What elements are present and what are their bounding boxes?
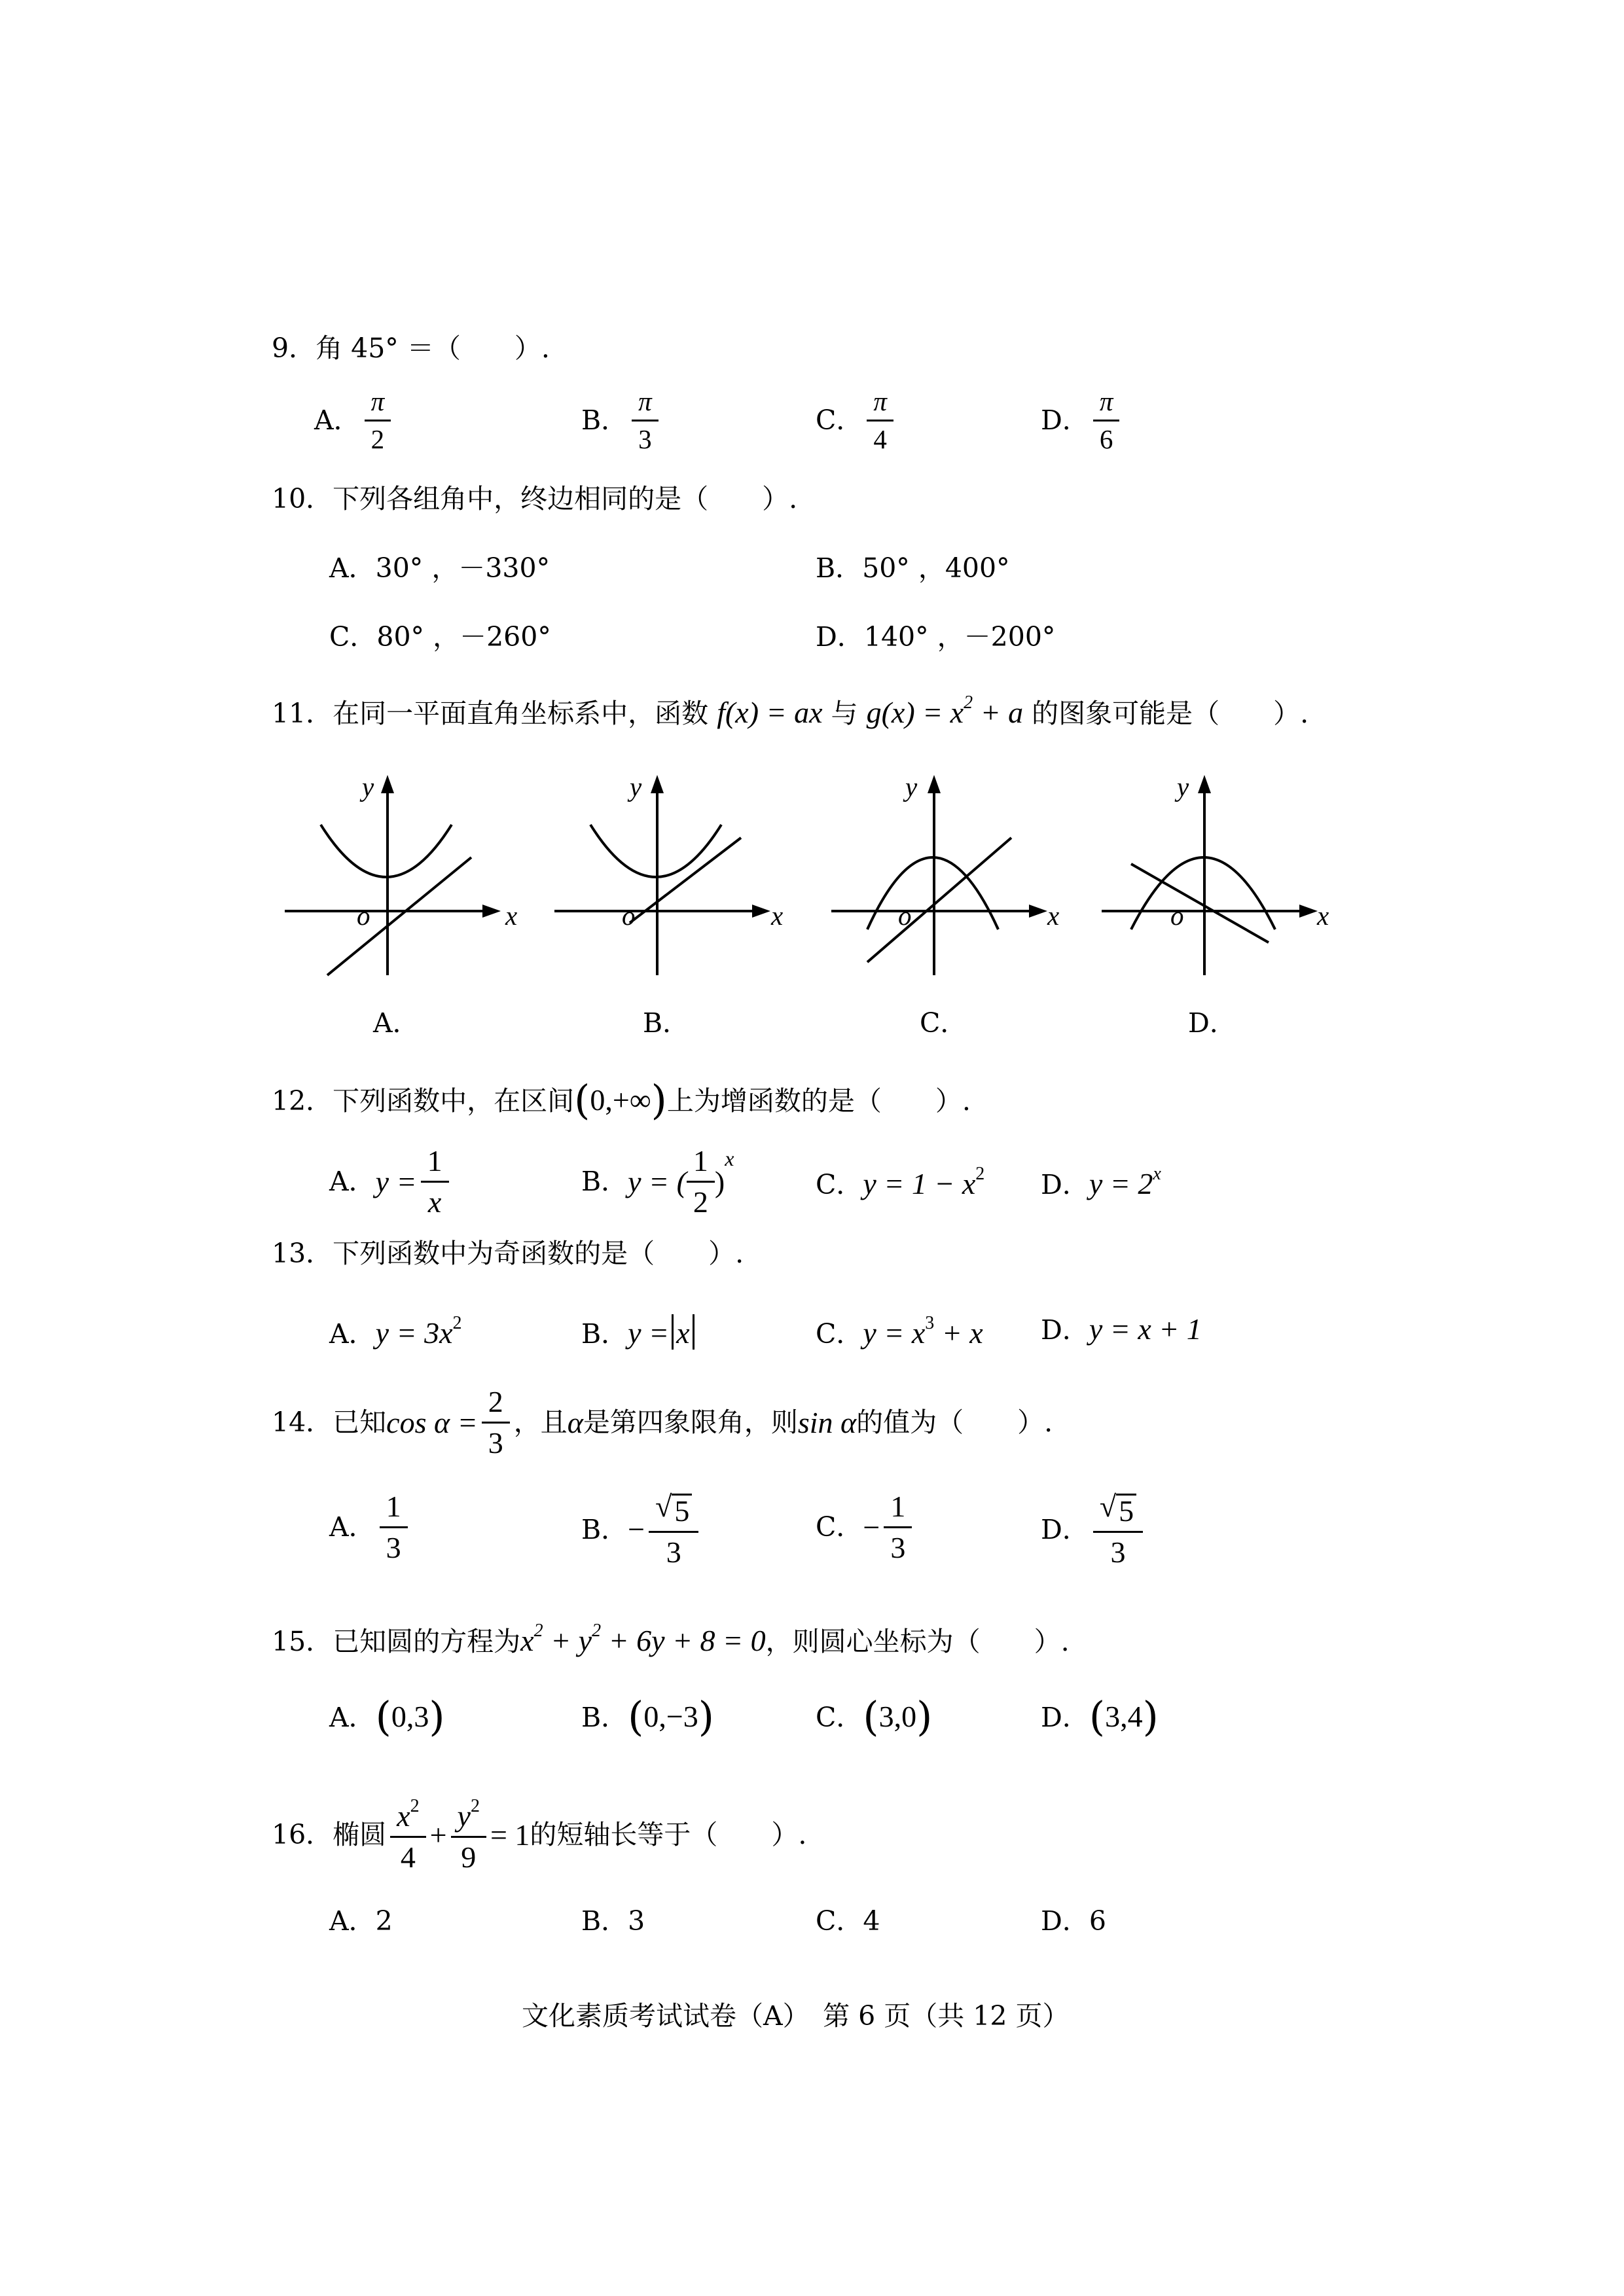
option-text: 2 [375,1905,393,1937]
option-text: 3 [628,1905,645,1937]
stem-mid2: 是第四象限角，则 [583,1407,798,1439]
exponent: 2 [975,1164,985,1184]
option-label: D． [1041,1513,1089,1545]
option-text: 140° ，－200° [863,621,1056,653]
q12-option-b [581,1145,734,1219]
stem-prefix: 11．在同一平面直角坐标系中，函数 [272,698,717,729]
exponent: 3 [925,1313,935,1333]
fraction-y [451,1797,486,1874]
graph-b-label: B． [643,1007,690,1039]
q16-stem [272,1797,806,1874]
graph-c-x-label: x [1047,901,1060,931]
q13-option-a [329,1314,461,1348]
option-label: B． [581,1702,628,1733]
numerator [390,1797,425,1838]
sign: − [628,1513,645,1547]
radical-sign: √ [655,1490,672,1523]
option-lhs: y = ( [628,1164,687,1198]
option-text: 3,4 [1105,1700,1143,1733]
y-arrow [381,775,394,793]
option-label: A． [329,1905,376,1937]
option-label: B． [816,552,863,584]
fraction [421,1145,449,1219]
q15-option-b [581,1693,714,1740]
fraction [687,1145,715,1219]
option-text: 50° ，400° [862,552,1010,584]
denominator: 2 [370,424,385,455]
denominator: 3 [890,1531,906,1565]
sin-expression: sin α [797,1405,857,1439]
exponent: x [725,1147,734,1170]
numerator [451,1797,486,1838]
option-text: 80° ，－260° [376,621,551,653]
q13-option-c [816,1314,983,1348]
close-paren: ) [698,1693,714,1740]
stem-suffix: ，则圆心坐标为（ ）. [765,1626,1070,1657]
denominator: 4 [400,1840,416,1874]
denominator: 3 [638,424,652,455]
denominator: 4 [873,424,887,455]
sqrt [655,1491,692,1527]
graph-d-origin: o [1170,901,1184,931]
option-text: y = x [863,1316,926,1350]
q16-option-b [581,1905,645,1937]
option-label: C． [816,1702,863,1733]
fraction [884,1491,912,1564]
option-label: B． [581,1905,628,1937]
option-label: C． [816,1905,863,1937]
radical-sign: √ [1099,1490,1117,1523]
graph-c-origin: o [898,901,912,931]
interval [574,1076,667,1124]
denominator: 3 [1110,1535,1126,1570]
option-label: A． [314,404,361,437]
numerator: π [365,387,391,422]
q10-option-b [816,552,1010,584]
graph-d [1092,772,1341,988]
q14-option-a [329,1491,412,1564]
exponent: 2 [533,1621,543,1641]
numerator [649,1491,698,1533]
g-base: g(x) = x [866,696,964,729]
q11-stem [272,694,1308,728]
q15-stem [272,1622,1070,1656]
q14-option-d [1041,1491,1147,1569]
q10-option-a [329,552,550,584]
x-arrow [1299,905,1318,918]
open-paren: ( [574,1076,590,1124]
y-arrow [928,775,941,793]
q15-option-d [1041,1693,1159,1740]
option-label: A． [329,1702,376,1733]
option-lhs: y = [375,1164,417,1198]
q9-option-c [816,387,897,454]
stem-suffix: 的图象可能是（ ）. [1023,698,1309,729]
abs-content: x [676,1316,690,1350]
stem-mid: ，且 [513,1407,568,1439]
graph-a-origin: o [357,901,370,931]
exponent: 2 [410,1796,420,1816]
denominator: 3 [666,1535,681,1570]
graph-d-x-label: x [1317,901,1329,931]
open-paren: ( [375,1693,391,1740]
option-label: A． [329,1318,376,1350]
fraction [482,1386,510,1460]
q12-option-a [329,1145,453,1219]
q9-stem: 9．角 45° ＝（ ）. [272,332,550,364]
option-text: 6 [1089,1905,1106,1937]
numerator: π [632,387,659,422]
option-tail: ) [714,1164,725,1198]
q9-option-a [314,387,395,454]
q10-stem: 10．下列各组角中，终边相同的是（ ）. [272,483,798,514]
open-paren: ( [1089,1693,1106,1740]
stem-prefix: 15．已知圆的方程为 [272,1626,521,1657]
close-paren: ) [916,1693,933,1740]
option-text: y = 1 − x [863,1167,976,1200]
fraction [632,387,659,454]
eq-rest: + 6y + 8 = 0 [601,1624,766,1657]
sqrt [1100,1491,1136,1527]
numerator: 1 [421,1145,449,1183]
q12-option-c [816,1165,984,1199]
stem-suffix: 的值为（ ）. [856,1407,1053,1439]
q16-option-d [1041,1905,1106,1937]
graph-b-x-label: x [771,901,784,931]
f-expression: f(x) = ax [717,696,823,729]
graph-c-y-label: y [905,772,918,802]
q9-option-b [581,387,662,454]
numerator: 2 [482,1386,510,1424]
circle-equation [520,1621,766,1657]
fraction [649,1491,698,1569]
q15-option-c [816,1693,933,1740]
x-arrow [482,905,501,918]
q10-option-d [816,621,1056,653]
fraction [1093,387,1120,454]
option-tail: + x [934,1316,983,1350]
q13-stem: 13．下列函数中为奇函数的是（ ）. [272,1238,744,1269]
y-arrow [1198,775,1211,793]
numerator: 1 [884,1491,912,1528]
numerator: π [1093,387,1120,422]
stem-prefix: 16．椭圆 [272,1819,387,1851]
alpha: α [567,1405,583,1439]
graph-a-y-label: y [362,772,374,802]
option-label: D． [816,621,864,653]
option-text: 0,3 [391,1700,429,1733]
fraction [365,387,391,454]
q9-option-d [1041,387,1123,454]
g-tail: + a [973,696,1024,729]
q14-stem [272,1386,1053,1460]
stem-prefix: 14．已知 [272,1407,387,1439]
exponent: 2 [592,1621,602,1641]
line [1131,864,1269,942]
exponent: 2 [452,1313,462,1333]
graph-b [545,772,793,988]
numerator: π [867,387,893,422]
open-paren: ( [628,1693,644,1740]
stem-prefix: 12．下列函数中，在区间 [272,1085,575,1117]
interval-text: 0,+∞ [590,1083,651,1117]
q16-option-c [816,1905,880,1937]
y-arrow [651,775,664,793]
option-label: A． [329,1511,376,1543]
exponent: x [1153,1164,1161,1184]
q14-option-b [581,1491,702,1569]
option-text: y = x + 1 [1089,1312,1202,1346]
graph-d-label: D． [1188,1007,1236,1039]
fraction [1093,1491,1143,1569]
q14-option-c [816,1491,916,1564]
x-arrow [1029,905,1047,918]
graph-d-y-label: y [1177,772,1189,802]
close-paren: ) [1142,1693,1159,1740]
denominator: 2 [693,1185,708,1219]
q16-option-a [329,1905,393,1937]
fraction [867,387,893,454]
graph-a [275,772,524,988]
stem-suffix: 的短轴长等于（ ）. [530,1819,807,1851]
q15-option-a [329,1693,445,1740]
close-paren: ) [651,1076,667,1124]
denominator: 3 [488,1426,503,1460]
option-text: 4 [863,1905,880,1937]
option-label: D． [1041,1169,1089,1200]
option-label: D． [1041,1905,1089,1937]
option-text: y = 2 [1089,1167,1153,1200]
q10-option-c [329,621,551,653]
option-label: A． [329,1166,376,1198]
stem-suffix: 上为增函数的是（ ）. [666,1085,971,1117]
graph-a-label: A． [373,1007,420,1039]
exponent: 2 [964,692,973,713]
equals-one: = 1 [490,1818,530,1852]
x-arrow [752,905,770,918]
q13-option-d [1041,1314,1202,1344]
cos-expression: cos α = [386,1405,478,1439]
abs-bar-left [672,1314,674,1350]
numerator: 1 [380,1491,408,1528]
option-label: C． [816,404,863,437]
radicand: 5 [1116,1494,1136,1527]
option-label: D． [1041,404,1089,437]
eq-x: x [520,1624,534,1657]
option-label: D． [1041,1314,1089,1346]
option-text: y = 3x [375,1316,453,1350]
option-label: B． [581,1513,628,1545]
q13-option-b [581,1314,697,1350]
option-label: B． [581,404,628,437]
option-text: 30° ，－330° [375,552,550,584]
graph-c [821,772,1070,988]
open-paren: ( [863,1693,879,1740]
option-label: A． [329,552,376,584]
abs-bar-right [693,1314,695,1350]
line [867,838,1011,962]
close-paren: ) [429,1693,445,1740]
g-expression [866,692,1024,729]
eq-y: + y [543,1624,592,1657]
q12-stem [272,1076,971,1124]
option-label: B． [581,1318,628,1350]
option-label: D． [1041,1702,1089,1733]
numerator [1093,1491,1143,1533]
denominator: 6 [1099,424,1113,455]
plus-sign: + [429,1818,447,1852]
option-text: 0,−3 [643,1700,698,1733]
exponent: 2 [470,1796,480,1816]
graph-c-label: C． [920,1007,967,1039]
var-y: y [457,1799,471,1833]
option-label: C． [816,1318,863,1350]
page-footer: 文化素质考试试卷（A） 第 6 页（共 12 页） [522,2000,1070,2032]
option-label: B． [581,1166,628,1198]
fraction [380,1491,408,1564]
option-text: y = [628,1316,670,1350]
option-label: C． [816,1169,863,1200]
option-label: C． [816,1511,863,1543]
graph-b-origin: o [622,901,636,931]
fraction-x [390,1797,425,1874]
option-text: 3,0 [878,1700,917,1733]
denominator: 9 [461,1840,477,1874]
option-label: C． [329,621,377,653]
var-x: x [397,1799,410,1833]
stem-connector: 与 [822,698,867,729]
radicand: 5 [672,1494,692,1527]
denominator: 3 [386,1531,401,1565]
graph-b-y-label: y [630,772,642,802]
q12-option-d [1041,1165,1161,1199]
sign: − [863,1510,880,1544]
numerator: 1 [687,1145,715,1183]
denominator: x [427,1185,442,1219]
graph-a-x-label: x [505,901,518,931]
